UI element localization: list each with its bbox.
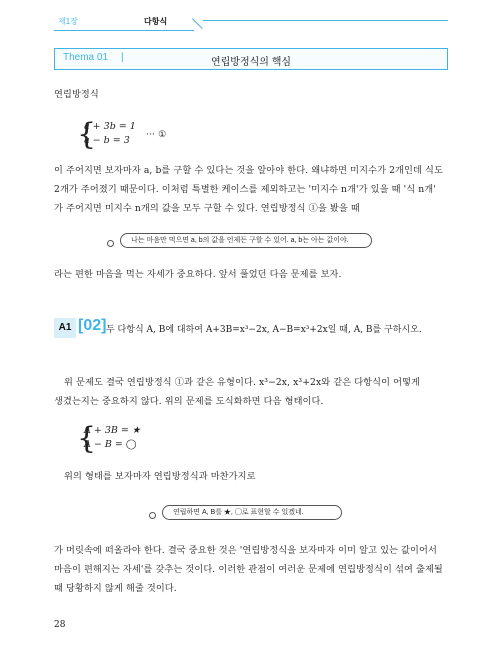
thema-label: Thema 01 <box>63 52 109 63</box>
thought-bubble-icon <box>107 240 114 247</box>
paragraph-1-line-1: 이 주어지면 보자마자 a, b를 구할 수 있다는 것을 알아야 한다. 왜냐하면 미지수가 2개인데 식도 <box>54 165 443 176</box>
chapter-name: 다항식 <box>144 17 168 26</box>
header-rule-right <box>203 20 448 21</box>
thema-bar <box>54 48 448 70</box>
equation-system-2 <box>77 421 141 456</box>
problem-a1 <box>54 318 448 338</box>
equation-3: A + 3B = ★ <box>84 425 141 436</box>
problem-badge: A1 <box>54 318 76 338</box>
thought-bubble-icon <box>149 512 156 519</box>
problem-text: 두 다항식 A, B에 대하여 A+3B=x³−2x, A−B=x³+2x일 때, A, B를 구하시오. <box>106 325 422 335</box>
paragraph-5-line-2: 마음이 편해지는 자세'를 갖추는 것이다. 이러한 관점이 여러운 문제에 연립방정식이 섞여 출제될 <box>54 564 443 575</box>
header-rule-left <box>54 30 194 31</box>
note-text: 나는 마음만 먹으면 a, b의 값을 언제든 구할 수 있어. a, b는 아는 값이야. <box>131 237 349 244</box>
note-text: 연립하면 A, B를 ★, ◯로 표현할 수 있겠네. <box>173 509 304 516</box>
paragraph-2: 라는 편한 마음을 먹는 자세가 중요하다. 앞서 풀었던 다음 문제를 보자. <box>54 269 342 280</box>
chapter-header <box>54 16 448 30</box>
paragraph-5-line-1: 가 머릿속에 떠올라야 한다. 결국 중요한 것은 '연립방정식을 보자마자 이미 알고 있는 값이어서 <box>54 545 437 556</box>
brace: { <box>77 421 97 456</box>
page-number: 28 <box>54 620 66 630</box>
paragraph-1-line-2: 2개가 주어졌기 때문이다. 이처럼 특별한 케이스를 제외하고는 '미지수 n개'가 있을 때 '식 n개' <box>54 184 436 195</box>
brace: { <box>77 117 97 152</box>
paragraph-3-line-2: 생겼는지는 중요하지 않다. 위의 문제를 도식화하면 다음 형태이다. <box>54 396 324 407</box>
chapter-label: 제1장 <box>58 17 78 26</box>
equation-2: a − b = 3 <box>84 135 130 146</box>
paragraph-3-line-1: 위 문제도 결국 연립방정식 ①과 같은 유형이다. x³−2x, x³+2x와 같은 다항식이 어떻게 <box>64 377 421 388</box>
equation-4: A − B = ◯ <box>84 439 137 450</box>
thought-note-2 <box>162 505 342 520</box>
intro-heading: 연립방정식 <box>54 89 99 100</box>
paragraph-5-line-3: 때 당황하지 않게 해줄 것이다. <box>54 583 177 594</box>
equation-tag: ··· ① <box>146 129 167 140</box>
paragraph-4: 위의 형태를 보자마자 연립방정식과 마찬가지로 <box>64 471 256 482</box>
thema-title: 연립방정식의 핵심 <box>210 57 292 68</box>
thema-separator: | <box>121 52 124 63</box>
paragraph-1-line-3: 가 주어지면 미지수 n개의 값을 모두 구할 수 있다. 연립방정식 ①을 봤을 때 <box>54 203 360 214</box>
problem-number: [02] <box>78 317 107 334</box>
equation-system-1 <box>77 117 136 152</box>
equation-1: a + 3b = 1 <box>84 121 136 132</box>
thought-note-1 <box>120 233 372 248</box>
